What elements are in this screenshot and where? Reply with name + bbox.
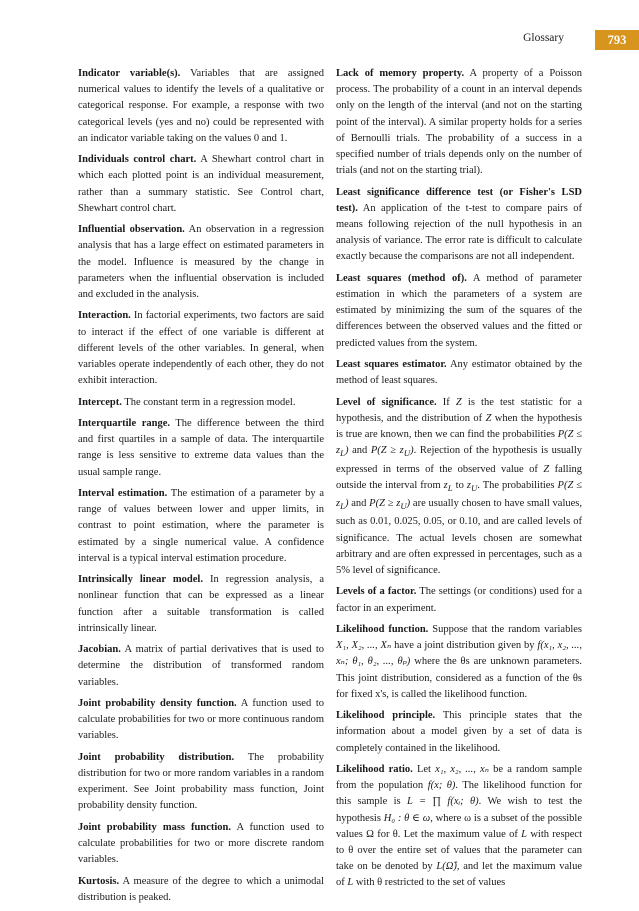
entry-term: Lack of memory property. [336,68,465,79]
entry-definition: The settings (or conditions) used for a factor in an experiment. [336,586,582,614]
entry-term: Intrinsically linear model. [78,574,203,586]
glossary-entry [78,152,324,217]
text-fragment: is the test statistic for a hypothesis, and the distribution of [336,396,582,424]
glossary-entry [78,874,324,906]
text-fragment: falling outside the interval from [336,463,583,491]
glossary-entry [78,222,324,303]
entry-definition: An application of the t-test to compare pairs of means following rejection of the null hypothesis in an analysis of variance. The error rate is difficult to calculate exactly because the comparisons are not all independent. [336,202,582,263]
entry-definition: A function used to calculate probabilities for two or more discrete random variables. [78,821,324,866]
glossary-entry [336,584,582,616]
running-header-title: Glossary [523,32,564,44]
right-column [336,66,582,897]
glossary-entry [78,416,324,481]
entry-term: Influential observation. [78,224,185,236]
entry-term: Level of significance. [336,396,437,408]
math-part: ) [344,445,349,457]
text-fragment: Suppose that the random variables [432,623,583,635]
math-part: P(Z ≥ z [370,445,404,457]
math-part: P(Z ≤ z [336,429,583,457]
entry-definition: A property of a Poisson process. The probability of a count in an interval depends only on the length of the interval (and not on the starting point of the interval). A similar property holds for a series of Bernoulli trials. The probability of a success in a specified number of trials depends only on the number of trials (and not on the starting trial). [336,68,582,177]
math-part: ) [344,498,349,510]
text-fragment: have a joint distribution given by [394,640,535,652]
glossary-entry [336,708,582,757]
math-part: z [466,479,471,491]
text-fragment: . The likelihood function for this sample is [336,780,583,808]
entry-definition: In regression analysis, a nonlinear function that can be expressed as a linear function after a suitable transformation is called intrinsically linear. [78,574,325,634]
entry-term: Intercept. [78,396,122,408]
math-part: P(Z ≥ z [369,498,401,510]
entry-term: Interval estimation. [78,488,168,499]
glossary-entry [336,271,582,352]
glossary-entry-likelihood-function [336,622,582,703]
glossary-entry [78,696,324,745]
entry-definition: A method of parameter estimation in which the parameters of a system are estimated by minimizing the sum of the squares of the differences between the observed values and the fitted or predicted values from the system. [336,272,582,349]
left-column [78,66,324,911]
entry-definition: A measure of the degree to which a unimodal distribution is peaked. [78,875,325,903]
entry-term: Likelihood function. [336,623,429,635]
entry-term: Likelihood principle. [336,710,436,722]
entry-term: Least squares (method of). [336,272,467,284]
text-fragment: be a random sample from the population [336,763,583,792]
entry-definition: This principle states that the information about a model given by a set of data is completely contained in the likelihood. [336,710,583,754]
entry-definition: Any estimator obtained by the method of least squares. [336,359,583,387]
entry-definition: A function used to calculate probabilities for two or more continuous random variables. [78,698,324,742]
math-expression [370,445,414,459]
text-fragment: where the θs are unknown parameters. This joint distribution, considered as a function of the θs for fixed x's, is called the likelihood function. [336,656,582,700]
math-symbol: Z [485,412,492,424]
text-fragment: and [351,498,367,510]
glossary-entry [78,572,324,637]
glossary-entry [78,308,324,389]
math-subscript: L [340,501,345,512]
math-expression [444,480,453,491]
text-fragment: , where ω is a subset of the possible values Ω for θ. Let the maximum value of [336,812,583,840]
glossary-entry [336,357,582,389]
text-fragment: . We wish to test the hypothesis [336,796,583,824]
text-fragment: Let [416,763,431,775]
entry-definition: The difference between the third and first quartiles in a sample of data. The interquartile range is less sensitive to extreme data values than the usual sample range. [78,418,325,478]
math-expression [369,498,411,512]
text-fragment: and [352,445,368,457]
text-fragment: If [442,396,450,408]
text-fragment: when the hypothesis is true are known, then we can find the probabilities [336,412,583,441]
text-fragment: are usually chosen to have small values, such as 0.01, 0.025, 0.05, or 0.10, and are called levels of significance. The actual levels chosen are somewhat arbitrary and are often expressed in percentages, such as a 5% level of significance. [336,498,582,576]
page-header [0,30,639,50]
text-fragment: with θ restricted to the set of values [355,877,506,889]
glossary-entry [78,642,324,691]
glossary-entry [336,66,582,179]
entry-definition: An observation in a regression analysis that has a large effect on estimated parameters in the model. Influence is measured by the change in parameters when the influential observation is included and excluded in the analysis. [78,224,324,301]
glossary-entry [78,820,324,869]
entry-definition: In factorial experiments, two factors are said to interact if the effect of one variable is different at different levels of the other variables. In general, when variables operate independently of each other, they do not exhibit interaction. [78,310,325,387]
entry-term: Jacobian. [78,644,121,656]
math-expression: f(x; θ) [427,780,456,792]
entry-term: Levels of a factor. [336,586,417,598]
entry-term: Least significance difference test (or Fisher's LSD test). [336,186,582,214]
entry-definition: A matrix of partial derivatives that is used to determine the distribution of transformed random variables. [78,644,324,688]
math-part: ) [410,445,414,457]
glossary-entry [78,395,324,411]
text-fragment: . The probabilities [477,479,555,491]
math-subscript: U [403,448,411,459]
entry-term: Joint probability density function. [78,698,237,709]
glossary-entry [78,750,324,815]
math-subscript: U [470,482,478,493]
entry-term: Likelihood ratio. [336,763,413,775]
entry-term: Individuals control chart. [78,154,197,166]
math-subscript: L [447,482,453,493]
entry-term: Indicator variable(s). [78,68,181,79]
entry-term: Interaction. [78,310,131,322]
math-symbol: Z [543,463,550,475]
entry-definition: The probability distribution for two or more random variables in a random experiment. See Joint probability mass function, Joint probability density function. [78,751,324,812]
math-part: P(Z ≤ z [336,479,583,510]
entry-term: Kurtosis. [78,875,120,887]
math-expression: H₀ : θ ∈ ω [383,812,431,824]
math-expression [467,480,477,491]
text-fragment: , and let the maximum value of [336,861,582,889]
math-subscript: U [400,501,407,512]
math-expression: X₁, X₂, ..., Xₙ [336,640,392,652]
math-symbol: L [347,877,354,889]
glossary-entry-level-of-significance [336,395,582,580]
math-expression: x₁, x₂, ..., xₙ [435,763,489,775]
entry-term: Least squares estimator. [336,359,447,371]
entry-definition: Variables that are assigned numerical values to identify the levels of a qualitative or categorical response. For example, a response with two categorical levels (yes and no) could be represented with an indicator variable taking on the values 0 and 1. [78,68,325,144]
math-expression: f(x₁, x₂, ..., xₙ; θ₁, θ₂, ..., θₚ) [336,640,582,668]
entry-definition: A Shewhart control chart in which each plotted point is an individual measurement, rather than a summary statistic. See Control chart, Shewhart control chart. [78,154,324,214]
math-part: ) [406,498,411,510]
math-expression: L(Ω̂) [436,861,457,873]
page-number-badge: 793 [595,30,639,50]
entry-term: Joint probability distribution. [78,751,235,763]
text-fragment: . Rejection of the hypothesis is usually expressed in terms of the observed value of [336,445,583,475]
text-fragment: with respect to θ over the entire set of values that the parameter can take on be denoted by [336,828,583,873]
glossary-entry-likelihood-ratio [336,762,582,892]
glossary-entry [78,66,324,147]
math-expression: L = ∏ f(xᵢ; θ) [406,796,479,808]
entry-definition: The estimation of a parameter by a range of values between lower and upper limits, in contrast to point estimation, where the parameter is estimated by a single numerical value. A confidence interval is a typical interval estimation procedure. [78,488,324,564]
entry-definition: The constant term in a regression model. [124,396,296,408]
glossary-entry [336,185,582,266]
math-symbol: Z [455,396,462,408]
glossary-entry [78,486,324,567]
math-symbol: L [521,828,527,840]
math-part: z [443,479,448,491]
text-fragment: to [455,479,464,491]
entry-term: Interquartile range. [78,418,170,429]
math-subscript: L [340,448,345,459]
entry-term: Joint probability mass function. [78,821,231,833]
